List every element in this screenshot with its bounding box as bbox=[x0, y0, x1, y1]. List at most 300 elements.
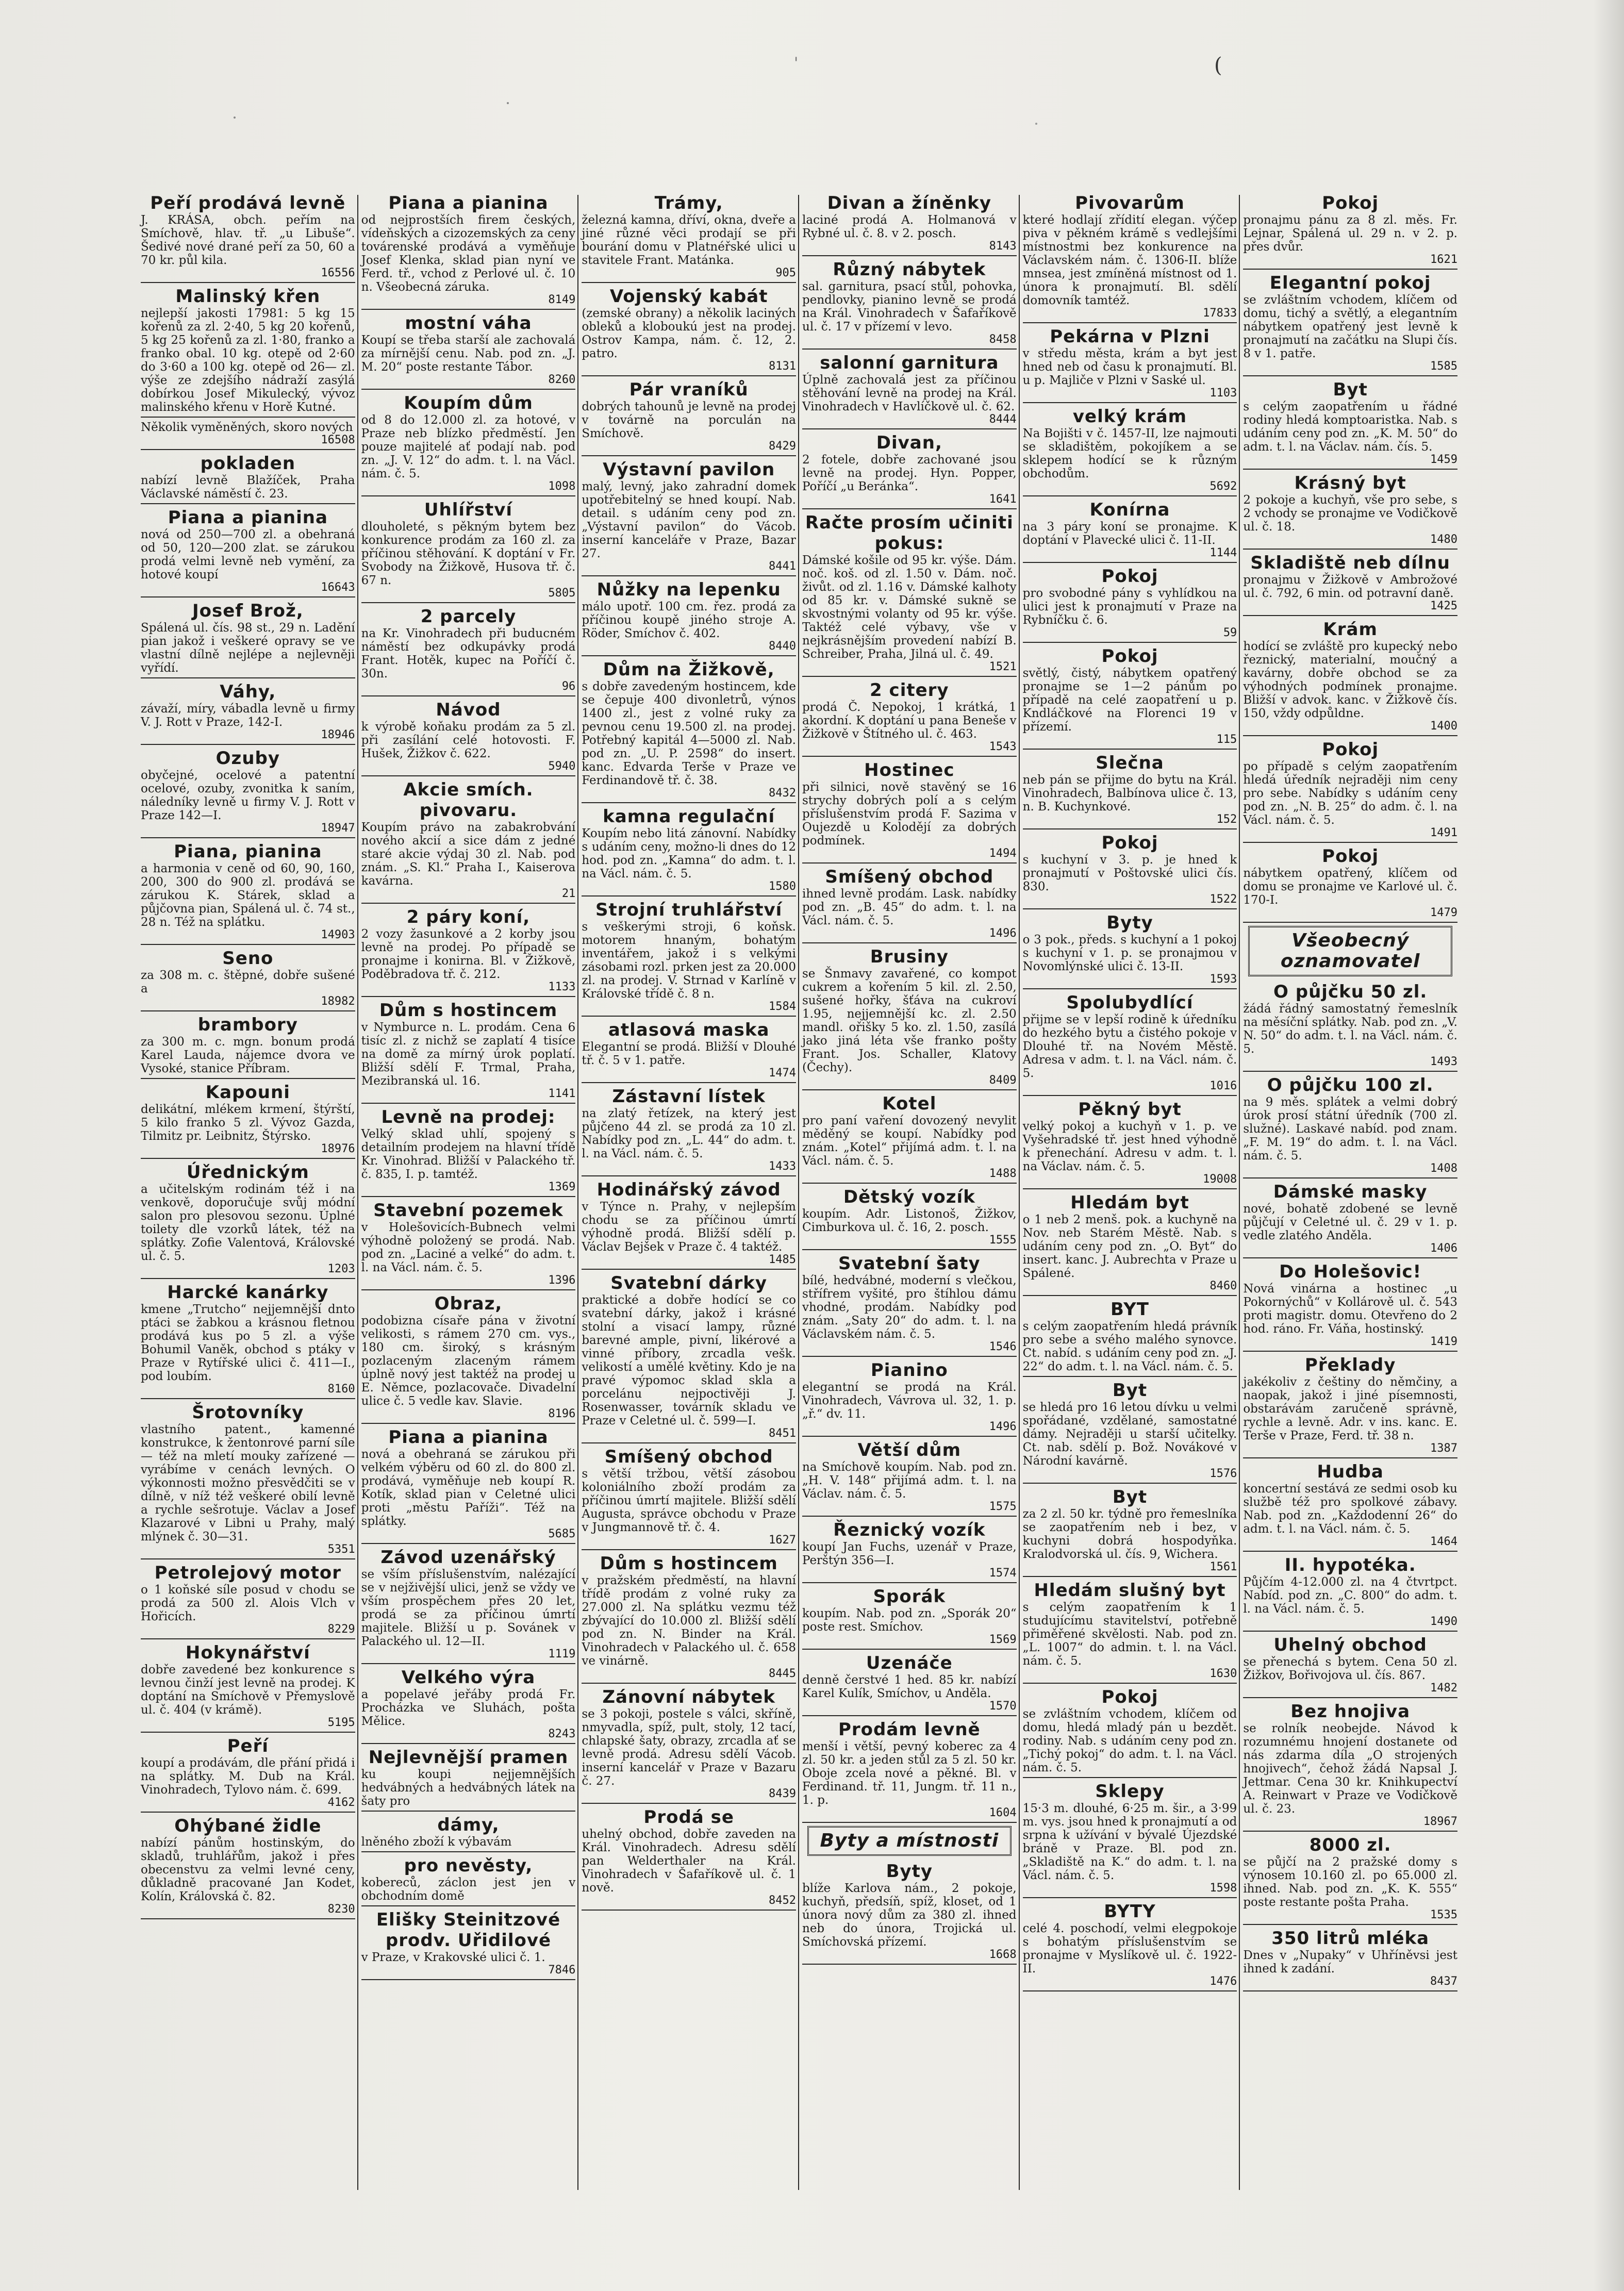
ad-title: Račte prosím učiniti pokus: bbox=[805, 512, 1014, 554]
ad-title: Zástavní lístek bbox=[612, 1086, 766, 1107]
ad-text: žádá řádný samostatný řemeslník na měsíční splátky. Nab. pod zn. „V. N. 50“ do adm. t. l. na Václ. nám. č. 5. bbox=[1243, 1002, 1457, 1056]
ad-title: Skladiště neb dílnu bbox=[1250, 553, 1450, 573]
ad-title: 2 parcely bbox=[420, 606, 517, 627]
classified-ad bbox=[141, 947, 355, 1011]
classified-ad bbox=[361, 906, 576, 997]
ad-text: s celým zaopatřením k 1 studujícímu stavitelství, potřebně přiměřené skvělosti. Nab. pod zn. „L. 1007“ do admin. t. l. na Václ. nám. č. 5. bbox=[1022, 1601, 1237, 1668]
ad-title: BYTY bbox=[1104, 1901, 1156, 1922]
ad-number: 8260 bbox=[548, 373, 576, 386]
ad-text: se 3 pokoji, postele s válci, skříně, nmyvadla, spíž, pult, stoly, 12 tací, chlapské šaty, obrazy, zrcadla ať se levně prodá. Adresu sdělí Vácob. inserní kancelář v Praze v Bazaru č. 27. bbox=[582, 1707, 796, 1788]
classified-ad bbox=[141, 420, 355, 450]
ad-title: Divan, bbox=[876, 433, 942, 453]
ad-title: Smíšený obchod bbox=[604, 1447, 773, 1467]
ad-number: 1098 bbox=[548, 480, 576, 493]
ad-number: 8429 bbox=[769, 440, 796, 453]
ad-number: 1103 bbox=[1209, 387, 1237, 400]
classified-ad bbox=[582, 1178, 796, 1270]
classified-ad bbox=[1243, 192, 1457, 270]
column-rule bbox=[798, 195, 799, 2190]
ad-text: na 3 páry koní se pronajme. K doptání v Plavecké ulici č. 11-II. bbox=[1022, 520, 1237, 547]
ad-title: Seno bbox=[222, 948, 274, 969]
ad-text: nová od 250—700 zl. a obehraná od 50, 120—200 zlat. se zárukou prodá velmi levně neb vymění, za hotové koupí bbox=[141, 528, 355, 582]
column-2 bbox=[359, 192, 578, 2197]
ad-number: 8451 bbox=[769, 1427, 796, 1440]
classified-ad bbox=[1023, 645, 1237, 750]
ad-number: 18976 bbox=[321, 1142, 355, 1155]
ad-title: Byty bbox=[886, 1861, 933, 1882]
ad-title: Byty bbox=[1106, 912, 1153, 933]
ad-text: světlý, čistý, nábytkem opatřený pronajme se 1—2 pánům po případě na celé zaopatření u p. Kndláčkové na Florenci 19 v přízemí. bbox=[1022, 667, 1237, 734]
ad-title: Petrolejový motor bbox=[154, 1563, 342, 1583]
classified-ad bbox=[802, 1186, 1017, 1250]
classified-ad bbox=[802, 1718, 1017, 1823]
ad-text: k výrobě koňaku prodám za 5 zl. při zasílání celé hotovosti. F. Hušek, Žižkov č. 622. bbox=[361, 720, 576, 760]
ad-text: se zvláštním vchodem, klíčem od domu, tichý a světlý, a elegantním nábytkem opatřený jest levně k pronajmutí na začátku na Slupi čís. 8 v 1. patře. bbox=[1243, 293, 1457, 360]
ad-number: 1476 bbox=[1209, 1975, 1237, 1988]
ad-number: 7846 bbox=[548, 1964, 576, 1977]
ad-title: kamna regulační bbox=[603, 806, 775, 827]
classified-ad bbox=[1243, 552, 1457, 616]
ad-title: II. hypotéka. bbox=[1284, 1555, 1416, 1575]
ad-number: 8196 bbox=[548, 1407, 576, 1420]
ad-title: Krásný byt bbox=[1294, 473, 1406, 493]
ad-title: Řeznický vozík bbox=[833, 1520, 986, 1540]
classified-ad bbox=[141, 1735, 355, 1813]
ad-text: neb pán se přijme do bytu na Král. Vinohradech, Balbínova ulice č. 13, n. B. Kuchynkové. bbox=[1022, 773, 1237, 814]
ad-number: 8409 bbox=[989, 1074, 1017, 1087]
column-rule bbox=[577, 195, 578, 2190]
classified-ad bbox=[1023, 325, 1237, 403]
ad-number: 1485 bbox=[769, 1253, 796, 1266]
ad-text: po případě s celým zaopatřením hledá úředník nejraději nim ceny pro sebe. Nabídky s udáním ceny pod zn. „N. B. 25“ do adm. č. l. na Václ. nám. č. 5. bbox=[1243, 760, 1457, 827]
ad-number: 152 bbox=[1216, 813, 1237, 826]
speck bbox=[234, 117, 236, 119]
ad-text: 2 pokoje a kuchyň, vše pro sebe, s 2 vchody se pronajme ve Vodičkově ul. č. 18. bbox=[1243, 493, 1457, 534]
ad-title: Dětský vozík bbox=[843, 1187, 975, 1207]
classified-ad bbox=[1023, 991, 1237, 1096]
ad-title: Piana a pianina bbox=[388, 193, 549, 213]
ad-title: Byt bbox=[1333, 379, 1368, 400]
classified-ad bbox=[141, 285, 355, 418]
ad-number: 96 bbox=[561, 680, 576, 693]
ad-title: Harcké kanárky bbox=[167, 1282, 329, 1303]
ad-number: 1576 bbox=[1209, 1467, 1237, 1480]
ad-number: 1580 bbox=[769, 880, 796, 893]
ad-title: Konírna bbox=[1089, 500, 1170, 520]
ad-text: v pražském předměstí, na hlavní třídě prodám z volné ruky za 27.000 zl. Na splátku vezmu též zbývající do 10.000 zl. Bližší sdělí pod zn. N. Binder na Král. Vinohradech v Palackého ul. č. 658 ve vinárně. bbox=[582, 1574, 796, 1668]
classified-ad bbox=[361, 499, 576, 603]
classified-ad bbox=[361, 1908, 576, 1980]
ad-title: Malinský křen bbox=[175, 286, 321, 307]
classified-ad bbox=[1243, 1554, 1457, 1632]
ad-title: Pokoj bbox=[1322, 193, 1379, 213]
ad-title: Koupím dům bbox=[404, 393, 533, 413]
ad-number: 8230 bbox=[327, 1903, 355, 1916]
classified-ad bbox=[802, 1439, 1017, 1517]
classified-ad bbox=[361, 778, 576, 904]
classified-ad bbox=[141, 192, 355, 283]
ad-text: přijme se v lepší rodině k úředníku do hezkého bytu a čistého pokoje v Dlouhé tř. na Novém Městě. Adresa v adm. t. l. na Václ. nám. č. 5. bbox=[1022, 1013, 1237, 1080]
ad-title: 2 citery bbox=[870, 680, 949, 701]
ad-number: 1668 bbox=[989, 1948, 1017, 1961]
ad-text: o 1 koňské síle posud v chodu se prodá za 500 zl. Alois Vlch v Hořicích. bbox=[141, 1583, 355, 1623]
ad-text: Koupím nebo litá zánovní. Nabídky s udáním ceny, možno-li dnes do 12 hod. pod zn. „Kamna“ do adm. t. l. na Václ. nám. č. 5. bbox=[582, 827, 796, 881]
ad-text: celé 4. poschodí, velmi elegpokoje s bohatým příslušenstvím se pronajme v Myslíkově ul. č. 1922-II. bbox=[1022, 1922, 1237, 1975]
ad-title: Prodám levně bbox=[838, 1719, 981, 1740]
ad-title: O půjčku 50 zl. bbox=[1273, 982, 1428, 1002]
ad-number: 59 bbox=[1223, 626, 1237, 639]
ad-title: velký krám bbox=[1072, 406, 1187, 427]
ad-text: železná kamna, dříví, okna, dveře a jiné různé věci prodají se při bourání domu v Platnéřské ulici u stavitele Frant. Matánka. bbox=[582, 213, 796, 267]
classified-ad bbox=[802, 1585, 1017, 1650]
ad-text: koupí a prodávám, dle přání přidá i na splátky. M. Dub na Král. Vinohradech, Tylovo nám. č. 699. bbox=[141, 1756, 355, 1797]
ad-text: 2 vozy žasunkové a 2 korby jsou levně na prodej. Po případě se pronajme i konirna. Bl. v Žižkově, Poděbradova tř. č. 212. bbox=[361, 927, 576, 981]
classified-ad bbox=[802, 759, 1017, 864]
ad-title: Elegantní pokoj bbox=[1269, 273, 1431, 293]
ad-text: pro paní vaření dovozený nevylit měděný se koupí. Nabídky pod znám. „Kotel“ přijímá adm. t. l. na Václ. nám. č. 5. bbox=[802, 1114, 1017, 1168]
ad-number: 1584 bbox=[769, 1000, 796, 1013]
ad-text: koupím. Adr. Listonoš, Žižkov, Cimburkova ul. č. 16, 2. posch. bbox=[802, 1207, 1017, 1234]
classified-ad bbox=[141, 747, 355, 838]
ad-text: a popelavé jeřáby prodá Fr. Procházka ve Sluhách, pošta Mělice. bbox=[361, 1688, 576, 1728]
ad-number: 1621 bbox=[1430, 253, 1457, 266]
classified-ad bbox=[1023, 1780, 1237, 1898]
ad-number: 1482 bbox=[1430, 1682, 1457, 1695]
classified-ad bbox=[1243, 272, 1457, 376]
classified-ad bbox=[141, 506, 355, 597]
ad-text: kobereců, záclon jest jen v obchodním domě bbox=[361, 1876, 576, 1903]
ad-number: 1479 bbox=[1430, 906, 1457, 919]
ad-text: menší i větší, pevný koberec za 4 zl. 50 kr. a jeden stůl za 5 zl. 50 kr. Oboje zcela nové a pěkné. Bl. v Ferdinand. tř. 11, Jungm. tř. 11 n., 1. p. bbox=[802, 1740, 1017, 1807]
ad-title: mostní váha bbox=[405, 313, 532, 334]
ad-title: Hodinářský závod bbox=[596, 1180, 781, 1200]
ad-text: jakékoliv z češtiny do němčiny, a naopak, jakož i jiné písemnosti, obstarávám zaručeně správně, rychle a levně. Adr. v ins. kanc. E. Terše v Praze, Ferd. tř. 38 n. bbox=[1243, 1375, 1457, 1442]
ad-text: v Nymburce n. L. prodám. Cena 6 tisíc zl. z nichž se zaplatí 4 tisíce na domě za mírný úrok poplatí. Bližší sdělí F. Trmal, Praha, Mezibranská ul. 16. bbox=[361, 1021, 576, 1088]
ad-title: Nejlevnější pramen bbox=[368, 1747, 569, 1768]
ad-number: 8445 bbox=[769, 1667, 796, 1680]
classified-ad bbox=[361, 192, 576, 310]
classified-ad bbox=[361, 1546, 576, 1664]
ad-title: Ohýbané židle bbox=[174, 1816, 322, 1836]
ad-title: Dámské masky bbox=[1273, 1182, 1428, 1202]
ad-text: se zvláštním vchodem, klíčem od domu, hledá mladý pán u bezdět. rodiny. Nab. s udáním ceny pod zn. „Tichý pokoj“ do adm. t. l. na Václ. nám. č. 5. bbox=[1022, 1707, 1237, 1774]
ad-number: 1419 bbox=[1430, 1335, 1457, 1348]
classified-ad bbox=[802, 679, 1017, 757]
ad-number: 1561 bbox=[1209, 1560, 1237, 1573]
ad-title: Byty a místnosti bbox=[820, 1830, 999, 1851]
ad-number: 1585 bbox=[1430, 360, 1457, 373]
ad-title: Dům s hostincem bbox=[379, 1000, 558, 1021]
ad-number: 1016 bbox=[1209, 1080, 1237, 1092]
ad-number: 1604 bbox=[989, 1806, 1017, 1819]
ad-number: 1425 bbox=[1430, 600, 1457, 612]
classified-ad bbox=[361, 1814, 576, 1852]
ad-text: elegantní se prodá na Král. Vinohradech, Vávrova ul. 32, 1. p. „ř.“ dv. 11. bbox=[802, 1381, 1017, 1421]
ad-text: ku koupi nejjemnějších hedvábných a hedvábných látek na šaty pro bbox=[361, 1768, 576, 1808]
top-mark-1: ( bbox=[1214, 54, 1222, 77]
ad-text: J. KRÁSA, obch. peřím na Smíchově, hlav. tř. „u Libuše“. Šedivé nové drané peří za 50, 60 a 70 kr. půl kila. bbox=[141, 213, 355, 267]
ad-number: 1521 bbox=[989, 660, 1017, 673]
ad-title: Smíšený obchod bbox=[825, 867, 994, 887]
ad-text: dobrých tahounů je levně na prodej v továrně na porculán na Smíchově. bbox=[582, 400, 796, 440]
classified-ad bbox=[802, 431, 1017, 509]
ad-title: Sporák bbox=[873, 1586, 946, 1607]
ad-text: s větší tržbou, větší zásobou koloniálního zboží prodám za příčinou úmrtí majitele. Bližší sdělí Augusta, správce obchodu v Praze v Jungmannově tř. č. 4. bbox=[582, 1467, 796, 1534]
ad-number: 1408 bbox=[1430, 1162, 1457, 1175]
classified-ad bbox=[802, 1652, 1017, 1716]
ad-number: 4162 bbox=[327, 1796, 355, 1809]
classified-ad bbox=[582, 378, 796, 456]
classified-ad bbox=[802, 1519, 1017, 1583]
classified-ad bbox=[582, 1272, 796, 1443]
ad-number: 5692 bbox=[1209, 480, 1237, 493]
ad-text: dobře zavedené bez konkurence s levnou činží jest levně na prodej. K doptání na Smíchově v Přemyslově ul. č. 404 (v krámě). bbox=[141, 1663, 355, 1717]
ad-title: Různý nábytek bbox=[833, 259, 986, 280]
ad-text: o 1 neb 2 menš. pok. a kuchyně na Nov. neb Starém Městě. Nab. s udáním ceny pod zn. „O. Byt“ do insert. kanc. J. Aubrechta v Praze u Spálené. bbox=[1022, 1213, 1237, 1280]
ad-number: 1433 bbox=[769, 1160, 796, 1173]
ad-title: 8000 zl. bbox=[1309, 1835, 1391, 1855]
ad-text: Nová vinárna a hostinec „u Pokornýchů“ v Kollárově ul. č. 543 proti magistr. domu. Otevřeno do 2 hod. ráno. Fr. Váňa, hostinský. bbox=[1243, 1282, 1457, 1336]
ad-text: pro svobodné pány s vyhlídkou na ulici jest k pronajmutí v Praze na Rybníčku č. 6. bbox=[1022, 587, 1237, 627]
ad-number: 1522 bbox=[1209, 893, 1237, 906]
classified-ad bbox=[1243, 618, 1457, 736]
classified-ad bbox=[582, 192, 796, 283]
column-5 bbox=[1020, 192, 1240, 2197]
classified-ad bbox=[802, 1092, 1017, 1184]
ad-text: na zlatý řetízek, na který jest půjčeno 44 zl. se prodá za 10 zl. Nabídky pod zn. „L. 44“ do adm. t. l. na Václ. nám. č. 5. bbox=[582, 1107, 796, 1160]
classified-ad bbox=[1243, 845, 1457, 923]
classified-ad bbox=[1023, 1900, 1237, 1991]
ad-number: 1396 bbox=[548, 1274, 576, 1287]
ad-text: a učitelským rodinám též i na venkově, doporučuje svůj módní salon pro plesovou sezonu. Úplné toilety dle vzorků látek, též na splátky. Zofie Valentová, Královské ul. č. 5. bbox=[141, 1183, 355, 1263]
ad-title: Sklepy bbox=[1095, 1781, 1165, 1802]
classified-ad bbox=[361, 1106, 576, 1197]
ad-text: od nejprostších firem českých, vídeňských a cizozemských za ceny továrenské prodává a vyměňuje Josef Klenka, sklad pian nyní ve Ferd. tř., vchod z Perlové ul. č. 10 n. Všeobecná záruka. bbox=[361, 213, 576, 294]
ad-title: Brusiny bbox=[870, 947, 949, 967]
classified-ad bbox=[1023, 832, 1237, 909]
ad-title: Elišky Steinitzové prodv. Uřidilové bbox=[376, 1910, 561, 1951]
ad-title: Dům na Žižkově, bbox=[603, 659, 775, 680]
ad-title: Pokoj bbox=[1101, 646, 1158, 667]
page-edge-shadow bbox=[1593, 0, 1624, 2291]
ad-text: s kuchyní v 3. p. je hned k pronajmutí v Poštovské ulici čís. 830. bbox=[1022, 853, 1237, 893]
ad-number: 17833 bbox=[1203, 307, 1237, 320]
classified-ad bbox=[141, 1641, 355, 1733]
ad-number: 8131 bbox=[769, 360, 796, 373]
ad-title: Pivovarům bbox=[1075, 193, 1185, 213]
classified-ad bbox=[361, 699, 576, 776]
ad-text: vlastního patent., kamenné konstrukce, k žentonrové parní síle — též na mletí mouky zařízené — vyrábíme v cenách levných. O výkonnosti možno přesvědčiti se v dílně, v níž též veškeré obilí levně a rychle sešrotuje. Václav a Josef Klazarové v Libni u Prahy, malý mlýnek č. 30—31. bbox=[141, 1423, 355, 1543]
ad-number: 1496 bbox=[989, 927, 1017, 940]
ad-title: Úřednickým bbox=[186, 1162, 309, 1183]
ad-text: o 3 pok., předs. s kuchyní a 1 pokoj s kuchyní v 1. p. se pronajmou v Novomlýnské ulici č. 13-II. bbox=[1022, 933, 1237, 973]
classified-ad bbox=[361, 1854, 576, 1906]
ad-text: Koupím právo na zabakrobvání nového akcií a sice dám z jedné staré akcie výdaj 30 zl. Nab. pod znám. „S. Kl.“ Praha I., Kaiserova kavárna. bbox=[361, 821, 576, 888]
ad-text: nabízí levně Blažíček, Praha Václavské náměstí č. 23. bbox=[141, 474, 355, 501]
classified-ad bbox=[1243, 1700, 1457, 1832]
ad-text: lněného zboží k výbavám bbox=[361, 1835, 512, 1849]
ad-title: Kapouni bbox=[205, 1082, 290, 1103]
ad-number: 16556 bbox=[321, 267, 355, 279]
section-heading-box bbox=[807, 1826, 1012, 1856]
ad-number: 8143 bbox=[989, 240, 1017, 253]
ad-number: 1627 bbox=[769, 1534, 796, 1547]
ad-title: Strojní truhlářství bbox=[595, 900, 783, 920]
ad-number: 1543 bbox=[989, 740, 1017, 753]
classified-ad bbox=[1023, 1191, 1237, 1296]
ad-title: salonní garnitura bbox=[820, 353, 999, 373]
ad-number: 8458 bbox=[989, 333, 1017, 346]
ad-title: Výstavní pavilon bbox=[603, 459, 775, 480]
ad-number: 1480 bbox=[1430, 533, 1457, 546]
ad-title: Piana a pianina bbox=[168, 507, 328, 528]
ad-title: Krám bbox=[1323, 619, 1378, 640]
ad-title: Pokoj bbox=[1101, 1687, 1158, 1707]
classified-ad bbox=[361, 1426, 576, 1544]
ad-number: 1119 bbox=[548, 1648, 576, 1661]
ad-title: Levně na prodej: bbox=[381, 1107, 556, 1127]
ad-number: 1490 bbox=[1430, 1615, 1457, 1628]
ad-title: Divan a žíněnky bbox=[827, 193, 992, 213]
classified-ad bbox=[1023, 565, 1237, 643]
ad-text: velký pokoj a kuchyň v 1. p. ve Vyšehradské tř. jest hned výhodně k přenechání. Adresu v adm. t. l. na Václav. nám. č. 5. bbox=[1022, 1120, 1237, 1173]
ad-number: 8437 bbox=[1430, 1975, 1457, 1988]
ad-title: Všeobecný oznamovatel bbox=[1280, 930, 1420, 972]
ad-number: 16643 bbox=[321, 581, 355, 594]
ad-text: malý, levný, jako zahradní domek upotřebitelný se hned koupí. Nab. detail. s udáním ceny pod zn. „Výstavní pavilon“ do Vácob. inserní kanceláře v Praze, Bazar 27. bbox=[582, 480, 796, 560]
ad-text: kmene „Trutcho“ nejjemnější dnto ptáci se žabkou a krásnou fletnou prodává kus po 5 zl. a výše Bohumil Vaněk, obchod s ptáky v Praze v Rytířské ulici č. 411—I., pod loubím. bbox=[141, 1303, 355, 1383]
ad-text: na 9 měs. splátek a velmi dobrý úrok prosí státní úředník (700 zl. služné). Laskavé nabíd. pod znam. „F. M. 19“ do adm. t. l. na Václ. nám. č. 5. bbox=[1243, 1095, 1457, 1163]
ad-title: Zánovní nábytek bbox=[602, 1687, 775, 1707]
ad-title: 350 litrů mléka bbox=[1271, 1928, 1430, 1949]
classified-ad bbox=[582, 285, 796, 376]
ad-text: pronajmu pánu za 8 zl. měs. Fr. Lejnar, Spálená ul. 29 n. v 2. p. přes dvůr. bbox=[1243, 213, 1457, 254]
ad-number: 1535 bbox=[1430, 1908, 1457, 1921]
ad-title: Velkého výra bbox=[401, 1667, 536, 1688]
ad-title: BYT bbox=[1111, 1299, 1149, 1320]
classified-ad bbox=[1243, 472, 1457, 550]
ad-number: 1488 bbox=[989, 1167, 1017, 1180]
classified-ad bbox=[1023, 911, 1237, 989]
classified-columns bbox=[138, 192, 1461, 2197]
ad-title: Stavební pozemek bbox=[373, 1200, 564, 1221]
ad-text: od 8 do 12.000 zl. za hotové, v Praze neb blízko předměstí. Jen pouze majitelé ať podají nab. pod zn. „J. V. 12“ do adm. t. l. na Václ. nám. č. 5. bbox=[361, 413, 576, 480]
ad-title: brambory bbox=[197, 1015, 298, 1035]
ad-number: 1459 bbox=[1430, 453, 1457, 466]
classified-ad bbox=[1023, 1298, 1237, 1377]
ad-title: Hledám slušný byt bbox=[1034, 1580, 1226, 1601]
ad-number: 1406 bbox=[1430, 1242, 1457, 1255]
ad-title: Peří prodává levně bbox=[150, 193, 346, 213]
ad-title: Pokoj bbox=[1322, 846, 1379, 867]
classified-ad bbox=[141, 1081, 355, 1159]
ad-title: Vojenský kabát bbox=[609, 286, 768, 307]
ad-text: závaží, míry, vábadla levně u firmy V. J. Rott v Praze, 142-I. bbox=[141, 702, 355, 729]
ad-text: Několik vyměněných, skoro nových bbox=[141, 421, 353, 434]
ad-number: 8243 bbox=[548, 1728, 576, 1740]
ad-title: Pěkný byt bbox=[1078, 1099, 1182, 1120]
ad-text: Dámské košile od 95 kr. výše. Dám. noč. koš. od zl. 1.50 v. Dám. noč. živůt. od zl. 1.16 v. Dámské kalhoty od 85 kr. v. Dámské sukně se skvostnými volanty od 95 kr. výše. Taktéž celé výbavy, vše v nejkrásnějším provedení nabízí B. Schreiber, Praha, Jilná ul. č. 49. bbox=[802, 554, 1017, 661]
ad-title: atlasová maska bbox=[608, 1020, 770, 1040]
column-6 bbox=[1240, 192, 1460, 2197]
classified-ad bbox=[1023, 192, 1237, 323]
classified-ad bbox=[141, 452, 355, 504]
column-rule bbox=[1239, 195, 1240, 2190]
column-3 bbox=[579, 192, 799, 2197]
ad-text: Na Bojišti v č. 1457-II, lze najmouti se skladištěm, pokojíkem a se sklepem hodící se k různým obchodům. bbox=[1022, 427, 1237, 480]
section-heading-box bbox=[1248, 926, 1452, 976]
speck bbox=[507, 102, 509, 104]
ad-number: 5351 bbox=[327, 1543, 355, 1556]
ad-number: 1203 bbox=[327, 1263, 355, 1275]
ad-text: bílé, hedvábné, moderní s vlečkou, střífrem vyšité, pro štíhlou dámu vhodné, prodám. Nabídky pod znám. „Saty 20“ do adm. t. l. na Václavském nám. č. 5. bbox=[802, 1274, 1017, 1341]
classified-ad bbox=[1023, 1579, 1237, 1684]
ad-text: (zemské obrany) a několik laciných obleků a kloboukú jest na prodej. Ostrov Kampa, nám. č. 12, 2. patro. bbox=[582, 307, 796, 360]
ad-text: s dobře zavedeným hostincem, kde se čepuje 400 divonletrů, výnos 1400 zl., jest z volné ruky za pevnou cenu 19.500 zl. na prodej. Potřebný kapitál 4—5000 zl. Nab. pod zn. „U. P. 2598“ do insert. kanc. Edvarda Terše v Praze ve Ferdinandově tř. č. 38. bbox=[582, 680, 796, 787]
ad-number: 1569 bbox=[989, 1633, 1017, 1646]
classified-ad bbox=[361, 312, 576, 390]
ad-title: Trámy, bbox=[654, 193, 723, 213]
ad-title: Byt bbox=[1112, 1380, 1148, 1401]
ad-text: Úplně zachovalá jest za příčinou stěhování levně na prodej na Král. Vinohradech v Havlíčkově ul. č. 62. bbox=[802, 373, 1017, 413]
ad-title: 2 páry koní, bbox=[406, 907, 531, 927]
ad-title: Byt bbox=[1112, 1487, 1148, 1507]
classified-ad bbox=[1243, 1260, 1457, 1352]
classified-ad bbox=[141, 600, 355, 678]
classified-ad bbox=[1243, 981, 1457, 1072]
classified-ad bbox=[582, 578, 796, 656]
ad-title: Ozuby bbox=[216, 748, 280, 769]
ad-text: v Holešovicích-Bubnech velmi výhodně položený se prodá. Nab. pod zn. „Laciné a velké“ do adm. t. l. na Václ. nám. č. 5. bbox=[361, 1221, 576, 1274]
ad-text: 15·3 m. dlouhé, 6·25 m. šir., a 3·99 m. vys. jsou hned k pronajmutí a od srpna k užívání v bývalé Újezdské bráně v Praze. Bl. pod zn. „Skladiště na K.“ do adm. t. l. na Václ. nám. č. 5. bbox=[1022, 1802, 1237, 1882]
ad-text: podobizna císaře pána v životní velikosti, s rámem 270 cm. vys., 180 cm. široký, s krásným pozlaceným zlaceným rámem úplně nový jest taktéž na prodej u E. Němce, pozlacovače. Divadelní ulice č. 5 vedle kav. Slavie. bbox=[361, 1314, 576, 1408]
ad-title: Uhelný obchod bbox=[1273, 1635, 1427, 1655]
ad-title: pro nevěsty, bbox=[404, 1855, 533, 1876]
ad-number: 1141 bbox=[548, 1087, 576, 1100]
classified-ad bbox=[582, 1806, 796, 1911]
classified-ad bbox=[582, 458, 796, 576]
ad-number: 1496 bbox=[989, 1420, 1017, 1433]
ad-text: Elegantní se prodá. Bližší v Dlouhé tř. č. 5 v 1. patře. bbox=[582, 1040, 796, 1067]
ad-text: s celým zaopatřením u řádné rodiny hledá komptoaristka. Nab. s udáním ceny pod zn. „K. M. 50“ do adm. t. l. na Václav. nám. čís. 5. bbox=[1243, 400, 1457, 454]
ad-number: 1546 bbox=[989, 1340, 1017, 1353]
classified-ad bbox=[582, 658, 796, 803]
ad-number: 1575 bbox=[989, 1500, 1017, 1513]
ad-number: 1598 bbox=[1209, 1882, 1237, 1895]
ad-text: ihned levně prodám. Lask. nabídky pod zn. „B. 45“ do adm. t. l. na Václ. nám. č. 5. bbox=[802, 887, 1017, 927]
ad-text: nové, bohatě zdobené se levně půjčují v Celetné ul. č. 29 v 1. p. vedle zlatého Anděla. bbox=[1243, 1202, 1457, 1242]
ad-text: praktické a dobře hodící se co svatební dárky, jakož i krásné stolní a visací lampy, různé barevné ample, pivní, likérové a vinné příbory, zrcadla vešk. velikostí a umělé květiny. Kdo je na pravé výpomoc sklad skla a porcelánu nejpoctivěji J. Rosenwasser, továrník skladu ve Praze v Celetné ul. č. 599—I. bbox=[582, 1293, 796, 1427]
classified-ad bbox=[1243, 378, 1457, 470]
ad-number: 1491 bbox=[1430, 826, 1457, 839]
classified-ad bbox=[802, 1252, 1017, 1357]
ad-number: 8440 bbox=[769, 640, 796, 653]
ad-number: 5940 bbox=[548, 760, 576, 773]
ad-number: 8452 bbox=[769, 1894, 796, 1907]
ad-number: 1493 bbox=[1430, 1055, 1457, 1068]
column-4 bbox=[800, 192, 1019, 2197]
ad-title: Svatební dárky bbox=[610, 1273, 768, 1293]
ad-text: se rolník neobejde. Návod k rozumnému hnojení dostanete od nás zdarma díla „O strojených hnojivech“, čehož žádá Napsal J. Jettmar. Cena 30 kr. Knihkupectví A. Reinwart v Praze ve Vodičkově ul. č. 23. bbox=[1243, 1722, 1457, 1816]
ad-text: Dnes v „Nupaky“ v Uhříněvsi jest ihned k zadání. bbox=[1243, 1949, 1457, 1975]
classified-ad bbox=[582, 899, 796, 1017]
classified-ad bbox=[1243, 1927, 1457, 1991]
classified-ad bbox=[1023, 1098, 1237, 1189]
ad-number: 1464 bbox=[1430, 1535, 1457, 1548]
ad-number: 1400 bbox=[1430, 720, 1457, 733]
ad-number: 16508 bbox=[321, 434, 355, 446]
ad-number: 1593 bbox=[1209, 973, 1237, 986]
